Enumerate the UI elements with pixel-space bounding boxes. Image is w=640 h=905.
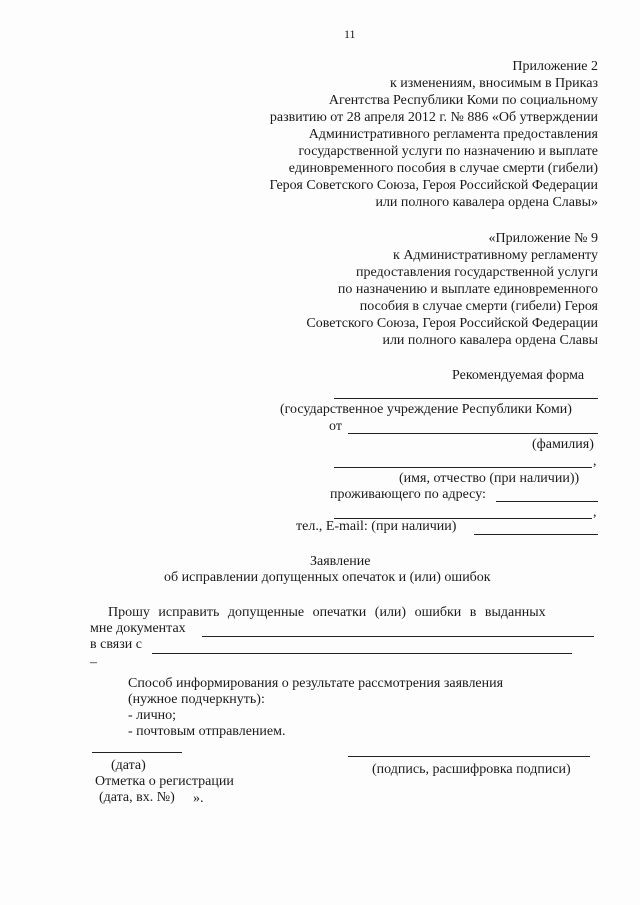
- reason-line: [152, 653, 572, 654]
- appendix9-line: или полного кавалера ордена Славы: [382, 333, 598, 348]
- recommended-form-label: Рекомендуемая форма: [452, 368, 585, 383]
- date-label: (дата): [111, 758, 146, 773]
- appendix-line: государственной услуги по назначению и выплате: [298, 144, 598, 159]
- statement-body-line2: мне документах: [90, 621, 186, 636]
- appendix-line: Героя Советского Союза, Героя Российской Федерации: [269, 178, 598, 193]
- appendix9-line: «Приложение № 9: [488, 231, 598, 246]
- appendix9-line: по назначению и выплате единовременного: [337, 282, 598, 297]
- address-line-1: [496, 501, 598, 502]
- appendix-line: или полного кавалера ордена Славы»: [375, 195, 598, 210]
- appendix9-line: к Административному регламенту: [393, 248, 598, 263]
- statement-subtitle: об исправлении допущенных опечаток и (или) ошибок: [164, 570, 491, 585]
- statement-body-line3: в связи с: [90, 637, 142, 652]
- appendix-line: единовременного пособия в случае смерти (гибели): [288, 161, 598, 176]
- institution-line: [334, 398, 598, 399]
- appendix-line: Агентства Республики Коми по социальному: [328, 93, 598, 108]
- info-title: Способ информирования о результате рассмотрения заявления: [128, 676, 504, 691]
- page-number: 11: [344, 27, 356, 41]
- documents-line: [202, 636, 594, 637]
- name-label: (имя, отчество (при наличии)): [399, 471, 580, 486]
- statement-body-line1: Прошу исправить допущенные опечатки (или) ошибки в выданных: [108, 605, 546, 620]
- from-label: от: [329, 419, 342, 434]
- info-hint: (нужное подчеркнуть):: [128, 692, 265, 707]
- address-label: проживающего по адресу:: [330, 487, 486, 502]
- appendix9-line: пособия в случае смерти (гибели) Героя: [359, 299, 598, 314]
- info-option-mail: - почтовым отправлением.: [128, 724, 286, 739]
- statement-title: Заявление: [310, 554, 371, 569]
- surname-label: (фамилия): [532, 437, 594, 452]
- phone-label: тел., E-mail: (при наличии): [296, 519, 457, 534]
- appendix-line: развитию от 28 апреля 2012 г. № 886 «Об утверждении: [269, 110, 598, 125]
- from-line: [348, 433, 598, 434]
- info-option-personal: - лично;: [128, 708, 177, 723]
- appendix-2-header: [269, 58, 598, 211]
- statement-dash: –: [90, 655, 97, 670]
- appendix9-line: предоставления государственной услуги: [356, 265, 598, 280]
- appendix-9-header: [306, 230, 598, 349]
- phone-line: [474, 534, 598, 535]
- address-comma: ,: [593, 505, 597, 520]
- name-line: [334, 467, 592, 468]
- institution-label: (государственное учреждение Республики Коми): [280, 402, 572, 417]
- closing-quote: ».: [193, 791, 204, 806]
- registration-label: Отметка о регистрации: [95, 774, 234, 789]
- appendix-line: к изменениям, вносимым в Приказ: [389, 76, 598, 91]
- signature-line: [348, 756, 590, 757]
- signature-label: (подпись, расшифровка подписи): [372, 762, 571, 777]
- appendix9-line: Советского Союза, Героя Российской Федерации: [306, 316, 598, 331]
- registration-detail: (дата, вх. №): [99, 790, 175, 805]
- appendix-line: Административного регламента предоставления: [308, 127, 598, 142]
- name-comma: ,: [593, 454, 597, 469]
- appendix-line: Приложение 2: [512, 59, 598, 74]
- date-line: [92, 752, 182, 753]
